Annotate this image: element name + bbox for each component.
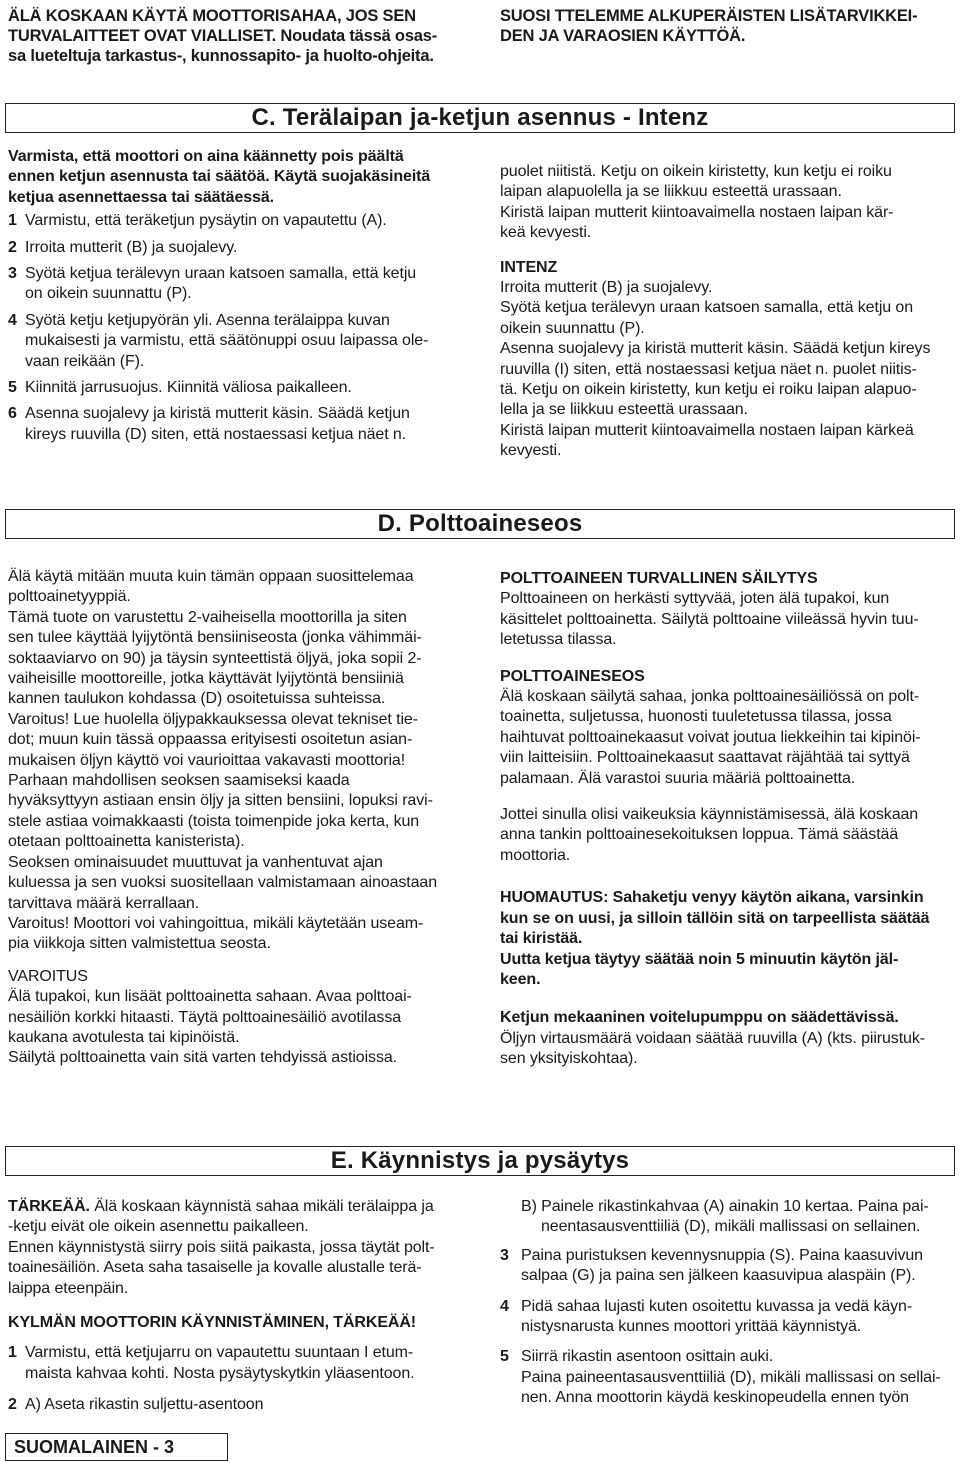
section-c-right-column	[500, 162, 952, 462]
text-line: DEN JA VARAOSIEN KÄYTTÖÄ.	[500, 27, 746, 45]
section-c-title: C. Terälaipan ja-ketjun asennus - Intenz	[251, 104, 709, 131]
text-line: kevyesti.	[500, 442, 562, 460]
intro-line: Varmista, että moottori on aina käännetty pois päältä	[8, 148, 404, 165]
section-e-left-column: TÄRKEÄÄ. Älä koskaan käynnistä sahaa mikäli terälaippa ja -ketju eivät ole oikein asennettu paikalleen. Ennen käynnistystä siirry pois siitä paikasta, jossa täytät polt- toainesäiliön. Aseta saha tasaiselle ja kovalle alustalle terä- laippa eteenpäin. KYLMÄN MOOTTORIN KÄYNNISTÄMINEN, TÄRKEÄÄ! 1 Varmistu, että ketjujarru on vapautettu suuntaan I etum- maista kahvaa kohti. Nosta pysäytyskytkin yläasentoon. 2 A) Aseta rikastin suljettu-asentoon	[8, 1197, 463, 1416]
important-label: TÄRKEÄÄ.	[8, 1198, 90, 1215]
section-c-left-column	[8, 147, 461, 445]
start-step-2: 2 A) Aseta rikastin suljettu-asentoon	[8, 1396, 264, 1414]
text-line: laipan alapuolella ja se liikkuu esteettä urassaan.	[500, 183, 842, 201]
text-line: puolet niitistä. Ketju on oikein kiristetty, kun ketju ei roiku	[500, 163, 892, 180]
start-step-1: 1 Varmistu, että ketjujarru on vapautettu suuntaan I etum- maista kahvaa kohti. Nosta pysäytyskytkin yläasentoon.	[8, 1344, 415, 1382]
section-e-header	[5, 1146, 955, 1176]
step-1: 1 Varmistu, että teräketjun pysäytin on vapautettu (A).	[8, 212, 387, 230]
text-line: sa lueteltuja tarkastus-, kunnossapito- ja huolto-ohjeita.	[8, 47, 434, 65]
text-line: oikein suunnattu (P).	[500, 319, 645, 337]
cold-start-heading: KYLMÄN MOOTTORIN KÄYNNISTÄMINEN, TÄRKEÄÄ!	[8, 1314, 417, 1332]
text-line: TURVALAITTEET OVAT VIALLISET. Noudata tässä osas-	[8, 27, 438, 45]
text-line: Kiristä laipan mutterit kiintoavaimella nostaen laipan kär-	[500, 203, 894, 221]
storage-heading: POLTTOAINEEN TURVALLINEN SÄILYTYS	[500, 570, 818, 587]
step-4: 4 Syötä ketju ketjupyörän yli. Asenna terälaippa kuvan mukaisesti ja varmistu, että säätönuppi osuu laipassa ole- vaan reikään (F).	[8, 311, 429, 370]
section-e-right-column: B) Painele rikastinkahvaa (A) ainakin 10 kertaa. Paina pai- neentasausventtiiliä (D), mikäli mallissasi on sellainen. 3 Paina puristuksen kevennysnuppia (S). Paina kaasuvivun salpaa (G) ja paina sen jälkeen kaasuvipua alaspäin (P). 4 Pidä sahaa lujasti kuten osoitettu kuvassa ja vedä käyn- nistysnarusta kunnes moottori yrittää käynnistyä. 5 Siirrä rikastin asentoon osittain auki. Paina paineentasausventtiiliä (D), mikäli mallissasi on sellai- nen. Anna moottorin käydä keskinopeudella ennen työn	[500, 1197, 955, 1409]
start-step-5: 5 Siirrä rikastin asentoon osittain auki. Paina paineentasausventtiiliä (D), mikäli mallissasi on sellai- nen. Anna moottorin käydä keskinopeudella ennen työn	[500, 1348, 941, 1407]
section-e-title: E. Käynnistys ja pysäytys	[330, 1147, 630, 1174]
section-d-right-column: POLTTOAINEEN TURVALLINEN SÄILYTYS Polttoaineen on herkästi syttyvää, joten älä tupakoi, kun käsittelet polttoainetta. Säilytä polttoaine viileässä hyvin tuu- letetussa tilassa. POLTTOAINESEOS Älä koskaan säilytä sahaa, jonka polttoainesäiliössä on polt- toainetta, suljetussa, huonosti tuuletetussa tilassa, jossa haihtuvat polttoainekaasut voivat joutua liekkeihin tai kipinöi- viin laitteisiin. Polttoainekaasut saattavat räjähtää tai syttyä palamaan. Älä varastoi suuria määriä polttoainetta. Jottei sinulla olisi vaikeuksia käynnistämisessä, älä koskaan anna tankin polttoainesekoituksen loppua. Tämä säästää moottoria. HUOMAUTUS: Sahaketju venyy käytön aikana, varsinkin kun se on uusi, ja silloin tällöin sitä on tarpeellista säätää tai kiristää. Uutta ketjua täytyy säätää noin 5 minuutin käytön jäl- keen. Ketjun mekaaninen voitelupumppu on säädettävissä. Öljyn virtausmäärä voidaan säätää ruuvilla (A) (kts. piirustuk- sen yksityiskohtaa).	[500, 569, 955, 1070]
section-c-header	[5, 103, 955, 133]
section-d-left-column: Älä käytä mitään muuta kuin tämän oppaan suosittelemaa polttoainetyyppiä. Tämä tuote on varustettu 2-vaiheisella moottorilla ja siten sen tulee käyttää lyijytöntä bensiiniseosta (jonka vähimmäi- soktaaviarvo on 90) ja täysin synteettistä öljyä, joka sopii 2- vaiheisille moottoreille, jotka käyttävät lyijytöntä bensiiniä kannen taulukon kohdassa (D) osoitetuissa suhteissa. Varoitus! Lue huolella öljypakkauksessa olevat tekniset tie- dot; muun kuin tässä oppaassa erityisesti osoitetun asian- mukaisen öljyn käyttö voi vaurioittaa vakavasti moottoria! Parhaan mahdollisen seoksen saamiseksi kaada hyväksyttyyn astiaan ensin öljy ja sitten bensiini, lopuksi ravi- stele astiaa voimakkaasti (toista toimenpide joka kerta, kun otetaan polttoainetta kanisterista). Seoksen ominaisuudet muuttuvat ja vanhentuvat ajan kuluessa ja sen vuoksi suositellaan valmistamaan ainoastaan tarvittava määrä kerrallaan. Varoitus! Moottori voi vahingoittua, mikäli käytetään useam- pia viikkoja sitten valmistettua seosta. VAROITUS Älä tupakoi, kun lisäät polttoainetta sahaan. Avaa polttoai- nesäiliön korkki hitaasti. Täytä polttoainesäiliö avotilassa kaukana avotulesta tai kipinöistä. Säilytä polttoainetta vain sitä varten tehdyissä astioissa.	[8, 567, 463, 1069]
oil-pump-heading: Ketjun mekaaninen voitelupumppu on säädettävissä.	[500, 1009, 899, 1027]
start-step-4: 4 Pidä sahaa lujasti kuten osoitettu kuvassa ja vedä käyn- nistysnarusta kunnes moottori yrittää käynnistyä.	[500, 1297, 913, 1336]
text-line: ÄLÄ KOSKAAN KÄYTÄ MOOTTORISAHAA, JOS SEN	[8, 7, 416, 25]
varoitus-heading: VAROITUS	[8, 967, 88, 985]
text-line: ruuvilla (I) siten, että nostaessasi ketjua näet n. puolet niitis-	[500, 360, 917, 378]
text-line: SUOSI TTELEMME ALKUPERÄISTEN LISÄTARVIKKEI-	[500, 7, 918, 25]
step-2: 2 Irroita mutterit (B) ja suojalevy.	[8, 238, 238, 256]
step-5: 5 Kiinnitä jarrusuojus. Kiinnitä väliosa paikalleen.	[8, 379, 352, 397]
page-footer: SUOMALAINEN - 3	[5, 1433, 228, 1461]
text-line: Syötä ketjua terälevyn uraan katsoen samalla, että ketju on	[500, 299, 914, 317]
text-line: Irroita mutterit (B) ja suojalevy.	[500, 279, 713, 297]
text-line: tä. Ketju on oikein kiristetty, kun ketju ei roiku laipan alapuo-	[500, 381, 917, 399]
text-line: keä kevyesti.	[500, 224, 592, 242]
intenz-heading: INTENZ	[500, 258, 558, 276]
section-d-header	[5, 509, 955, 539]
intro-line: ketjua asennettaessa tai säätäessä.	[8, 188, 275, 206]
text-line: Kiristä laipan mutterit kiintoavaimella nostaen laipan kärkeä	[500, 421, 914, 439]
mixture-heading: POLTTOAINESEOS	[500, 667, 645, 685]
top-left-warning	[8, 6, 478, 66]
step-3: 3 Syötä ketjua terälevyn uraan katsoen samalla, että ketju on oikein suunnattu (P).	[8, 265, 417, 303]
text-line: lella ja se liikkuu esteettä urassaan.	[500, 401, 748, 419]
section-d-title: D. Polttoaineseos	[377, 510, 583, 537]
text-line: Asenna suojalevy ja kiristä mutterit käsin. Säädä ketjun kireys	[500, 340, 931, 358]
intro-line: ennen ketjun asennusta tai säätöä. Käytä suojakäsineitä	[8, 168, 431, 186]
note-block: HUOMAUTUS: Sahaketju venyy käytön aikana, varsinkin kun se on uusi, ja silloin tällöin sitä on tarpeellista säätää tai kiristää. Uutta ketjua täytyy säätää noin 5 minuutin käytön jäl- keen.	[500, 889, 930, 988]
step-6: 6 Asenna suojalevy ja kiristä mutterit käsin. Säädä ketjun kireys ruuvilla (D) siten, että nostaessasi ketjua näet n.	[8, 405, 410, 443]
start-step-3: 3 Paina puristuksen kevennysnuppia (S). Paina kaasuvivun salpaa (G) ja paina sen jälkeen kaasuvipua alaspäin (P).	[500, 1246, 923, 1285]
top-right-notice	[500, 6, 950, 46]
